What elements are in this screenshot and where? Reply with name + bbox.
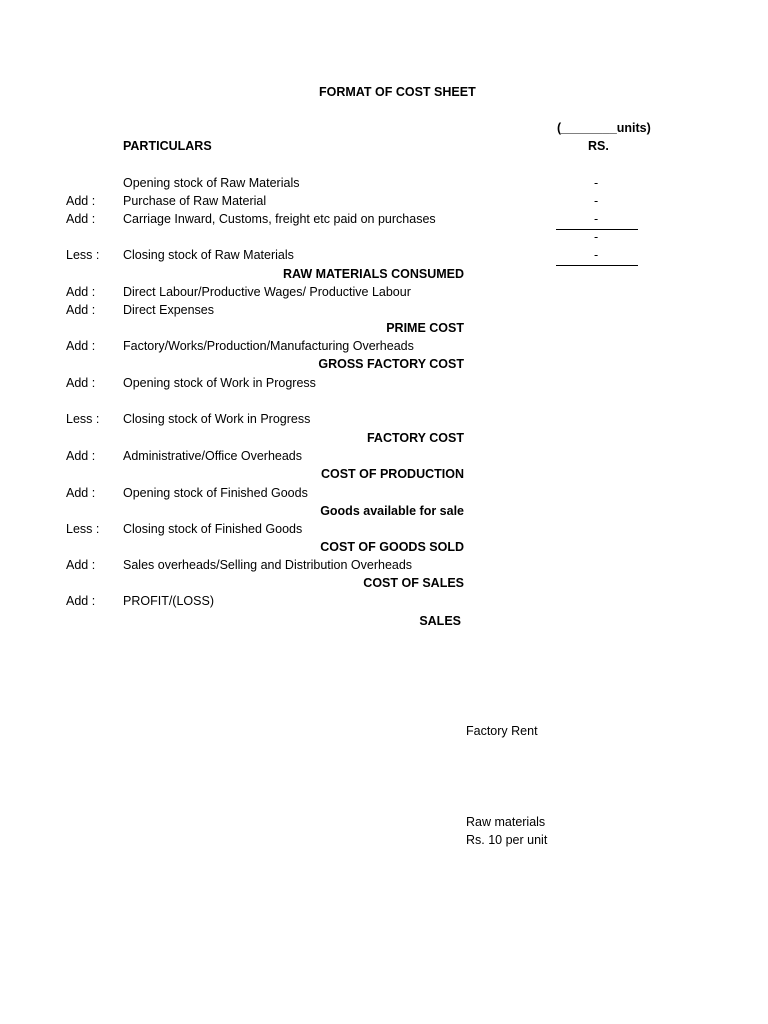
row-label: PROFIT/(LOSS) (123, 594, 214, 608)
row-amount: - (594, 248, 599, 262)
subtotal-label: Goods available for sale (320, 504, 464, 518)
subtotal-label: RAW MATERIALS CONSUMED (282, 267, 464, 281)
rs-header: RS. (588, 139, 609, 153)
row-label: Carriage Inward, Customs, freight etc paid on purchases (123, 212, 436, 226)
subtotal-label: FACTORY COST (366, 431, 464, 445)
subtotal-label: COST OF GOODS SOLD (320, 540, 464, 554)
particulars-header: PARTICULARS (123, 139, 212, 153)
row-prefix: Add : (66, 558, 96, 572)
subtotal-label: SALES (419, 614, 461, 628)
row-label: Direct Expenses (123, 303, 215, 317)
subtotal-label: PRIME COST (386, 321, 464, 335)
row-amount: - (594, 230, 599, 244)
row-amount: - (594, 212, 599, 226)
row-prefix: Less : (66, 412, 100, 426)
sheet-title: FORMAT OF COST SHEET (319, 85, 476, 99)
row-label: Closing stock of Raw Materials (123, 248, 294, 262)
row-amount: - (594, 176, 599, 190)
row-prefix: Add : (66, 285, 96, 299)
row-label: Closing stock of Finished Goods (123, 522, 303, 536)
row-prefix: Add : (66, 486, 96, 500)
row-prefix: Add : (66, 212, 96, 226)
row-label: Sales overheads/Selling and Distribution Overheads (123, 558, 413, 572)
row-label: Direct Labour/Productive Wages/ Productive Labour (123, 285, 411, 299)
row-prefix: Add : (66, 194, 96, 208)
subtotal-label: COST OF PRODUCTION (320, 467, 464, 481)
row-prefix: Add : (66, 303, 96, 317)
raw-materials-note: Raw materials (466, 815, 546, 829)
subtotal-label: GROSS FACTORY COST (318, 357, 464, 371)
row-prefix: Add : (66, 594, 96, 608)
row-prefix: Add : (66, 376, 96, 390)
rate-note: Rs. 10 per unit (466, 833, 548, 847)
row-amount: - (594, 194, 599, 208)
units-header: (________units) (557, 121, 651, 135)
row-label: Opening stock of Raw Materials (123, 176, 300, 190)
row-prefix: Less : (66, 248, 100, 262)
subtotal-label: COST OF SALES (363, 576, 464, 590)
row-label: Administrative/Office Overheads (123, 449, 303, 463)
row-prefix: Less : (66, 522, 100, 536)
row-prefix: Add : (66, 449, 96, 463)
row-label: Closing stock of Work in Progress (123, 412, 311, 426)
row-label: Factory/Works/Production/Manufacturing Overheads (123, 339, 414, 353)
row-label: Opening stock of Work in Progress (123, 376, 316, 390)
subtotal-rule (556, 265, 638, 266)
factory-rent-note: Factory Rent (466, 724, 538, 738)
row-label: Purchase of Raw Material (123, 194, 267, 208)
row-prefix: Add : (66, 339, 96, 353)
row-label: Opening stock of Finished Goods (123, 486, 308, 500)
